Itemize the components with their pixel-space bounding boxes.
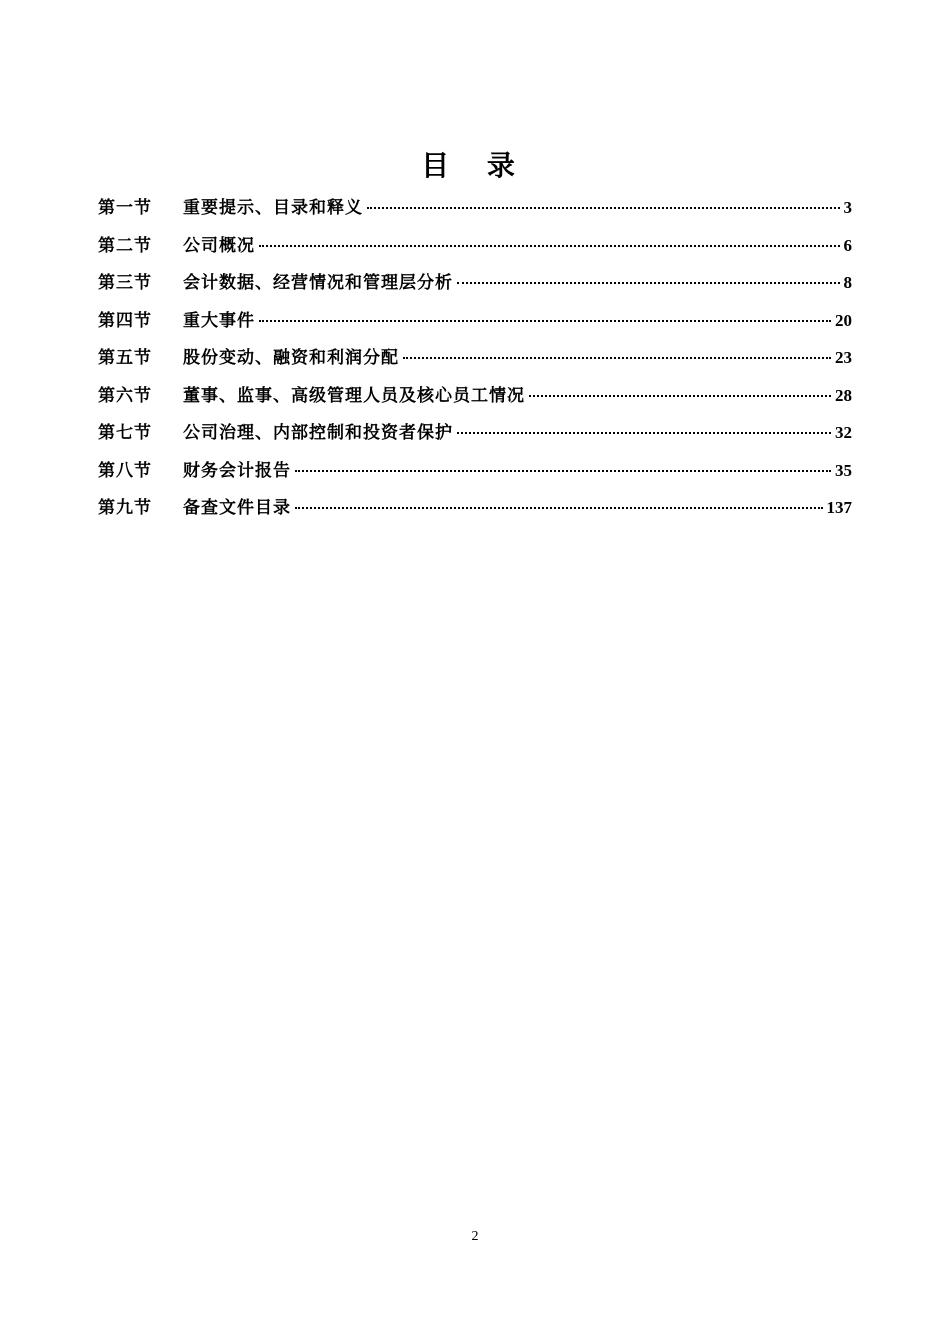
page-number: 2 — [471, 1229, 479, 1244]
toc-entry[interactable] — [98, 419, 852, 457]
toc-dot-leader — [295, 507, 823, 509]
toc-title: 目 录 — [421, 149, 529, 182]
toc-section-number: 第七节 — [98, 423, 152, 443]
toc-section-heading: 股份变动、融资和利润分配 — [183, 348, 399, 368]
toc-page-number: 20 — [835, 310, 852, 330]
toc-dot-leader — [259, 320, 831, 322]
toc-section-number: 第四节 — [98, 310, 152, 331]
toc-section-number: 第一节 — [98, 198, 152, 218]
toc-page-number: 6 — [843, 235, 852, 255]
toc-entry[interactable] — [98, 457, 852, 495]
toc-entry[interactable] — [98, 344, 852, 382]
toc-section-heading: 公司概况 — [183, 235, 255, 256]
toc-list — [98, 194, 852, 532]
toc-section-heading: 会计数据、经营情况和管理层分析 — [183, 273, 453, 293]
toc-page-number: 8 — [843, 273, 852, 292]
toc-page-number: 32 — [835, 423, 852, 442]
toc-entry[interactable] — [98, 269, 852, 307]
toc-entry[interactable] — [98, 232, 852, 270]
toc-section-number: 第二节 — [98, 235, 152, 256]
toc-page-number: 28 — [835, 385, 852, 405]
toc-entry[interactable] — [98, 307, 852, 345]
toc-dot-leader — [295, 470, 831, 472]
toc-section-heading: 董事、监事、高级管理人员及核心员工情况 — [183, 385, 525, 406]
toc-page-number: 23 — [835, 348, 852, 367]
toc-dot-leader — [457, 282, 840, 284]
toc-section-number: 第三节 — [98, 273, 152, 293]
toc-dot-leader — [259, 245, 840, 247]
toc-section-heading: 公司治理、内部控制和投资者保护 — [183, 423, 453, 443]
toc-dot-leader — [457, 432, 831, 434]
toc-section-heading: 重要提示、目录和释义 — [183, 198, 363, 218]
toc-page-number: 35 — [835, 460, 852, 480]
toc-entry[interactable] — [98, 382, 852, 420]
toc-dot-leader — [529, 395, 831, 397]
toc-section-number: 第九节 — [98, 498, 152, 518]
toc-section-number: 第八节 — [98, 460, 152, 481]
toc-entry[interactable] — [98, 494, 852, 532]
toc-section-number: 第六节 — [98, 385, 152, 406]
toc-section-heading: 重大事件 — [183, 310, 255, 331]
toc-dot-leader — [403, 357, 831, 359]
toc-page-number: 3 — [843, 198, 852, 217]
toc-section-heading: 财务会计报告 — [183, 460, 291, 481]
toc-section-number: 第五节 — [98, 348, 152, 368]
toc-dot-leader — [367, 207, 840, 209]
toc-section-heading: 备查文件目录 — [183, 498, 291, 518]
toc-entry[interactable] — [98, 194, 852, 232]
toc-page-number: 137 — [826, 498, 852, 517]
